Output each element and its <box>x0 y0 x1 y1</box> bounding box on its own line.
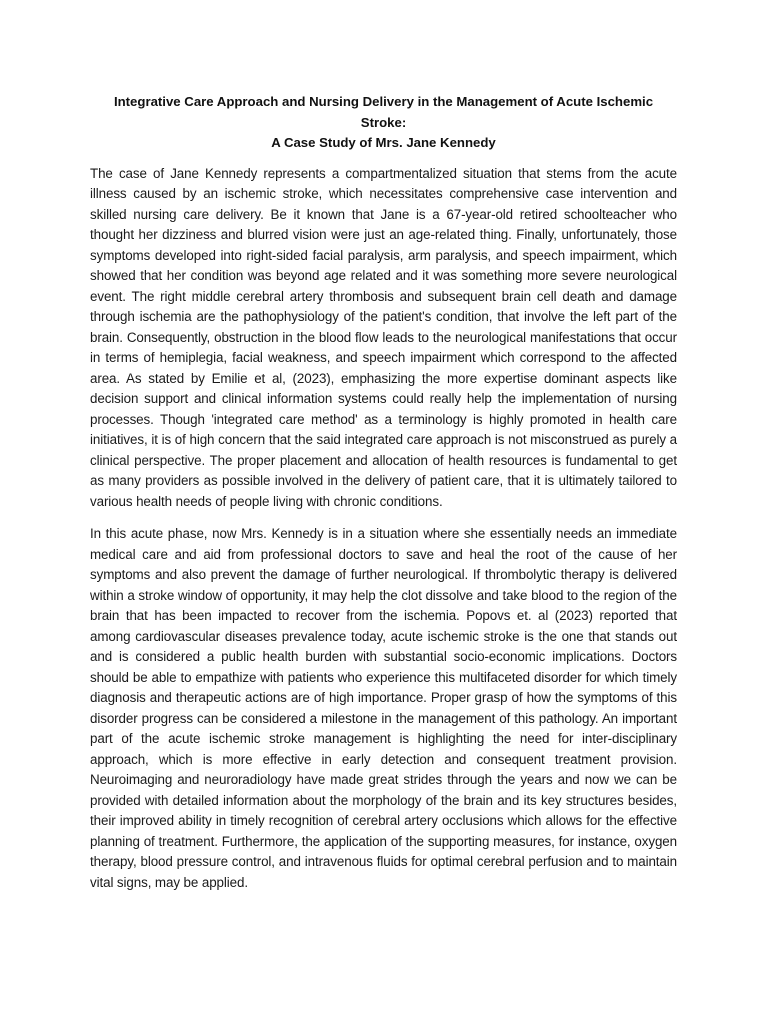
document-title <box>90 92 677 154</box>
title-line-1: Integrative Care Approach and Nursing Delivery in the Management of Acute Ischemic Stroke: <box>113 94 654 130</box>
body-paragraph-1: The case of Jane Kennedy represents a compartmentalized situation that stems from the acute illness caused by an ischemic stroke, which necessitates comprehensive case intervention and skilled nursing care delivery. Be it known that Jane is a 67-year-old retired schoolteacher who thought her dizziness and blurred vision were just an age-related thing. Finally, unfortunately, those symptoms developed into right-sided facial paralysis, arm paralysis, and speech impairment, which showed that her condition was beyond age related and it was something more severe neurological event. The right middle cerebral artery thrombosis and subsequent brain cell death and damage through ischemia are the pathophysiology of the patient's condition, that involve the left part of the brain. Consequently, obstruction in the blood flow leads to the neurological manifestations that occur in terms of hemiplegia, facial weakness, and speech impairment which correspond to the affected area. As stated by Emilie et al, (2023), emphasizing the more expertise dominant aspects like decision support and clinical information systems could really help the implementation of nursing processes. Though 'integrated care method' as a terminology is highly promoted in health care initiatives, it is of high concern that the said integrated care approach is not misconstrued as purely a clinical perspective. The proper placement and allocation of health resources is fundamental to get as many providers as possible involved in the delivery of patient care, that it is ultimately tailored to various health needs of people living with chronic conditions. <box>90 165 677 509</box>
document-page <box>90 92 677 905</box>
body-paragraph-2: In this acute phase, now Mrs. Kennedy is in a situation where she essentially needs an immediate medical care and aid from professional doctors to save and heal the root of the cause of her symptoms and also prevent the damage of further neurological. If thrombolytic therapy is delivered within a stroke window of opportunity, it may help the clot dissolve and take blood to the region of the brain that has been impacted to recover from the ischemia. Popovs et. al (2023) reported that among cardiovascular diseases prevalence today, acute ischemic stroke is the one that stands out and is considered a public health burden with substantial socio-economic implications. Doctors should be able to empathize with patients who experience this multifaceted disorder for which timely diagnosis and therapeutic actions are of high importance. Proper grasp of how the symptoms of this disorder progress can be considered a milestone in the management of this pathology. An important part of the acute ischemic stroke management is highlighting the need for inter-disciplinary approach, which is more effective in early detection and consequent treatment provision. Neuroimaging and neuroradiology have made great strides through the years and now we can be provided with detailed information about the morphology of the brain and its key structures besides, their improved ability in timely recognition of cerebral artery occlusions which allows for the effective planning of treatment. Furthermore, the application of the supporting measures, for instance, oxygen therapy, blood pressure control, and intravenous fluids for optimal cerebral perfusion and to maintain vital signs, may be applied. <box>90 526 677 890</box>
title-line-2: A Case Study of Mrs. Jane Kennedy <box>271 135 496 150</box>
